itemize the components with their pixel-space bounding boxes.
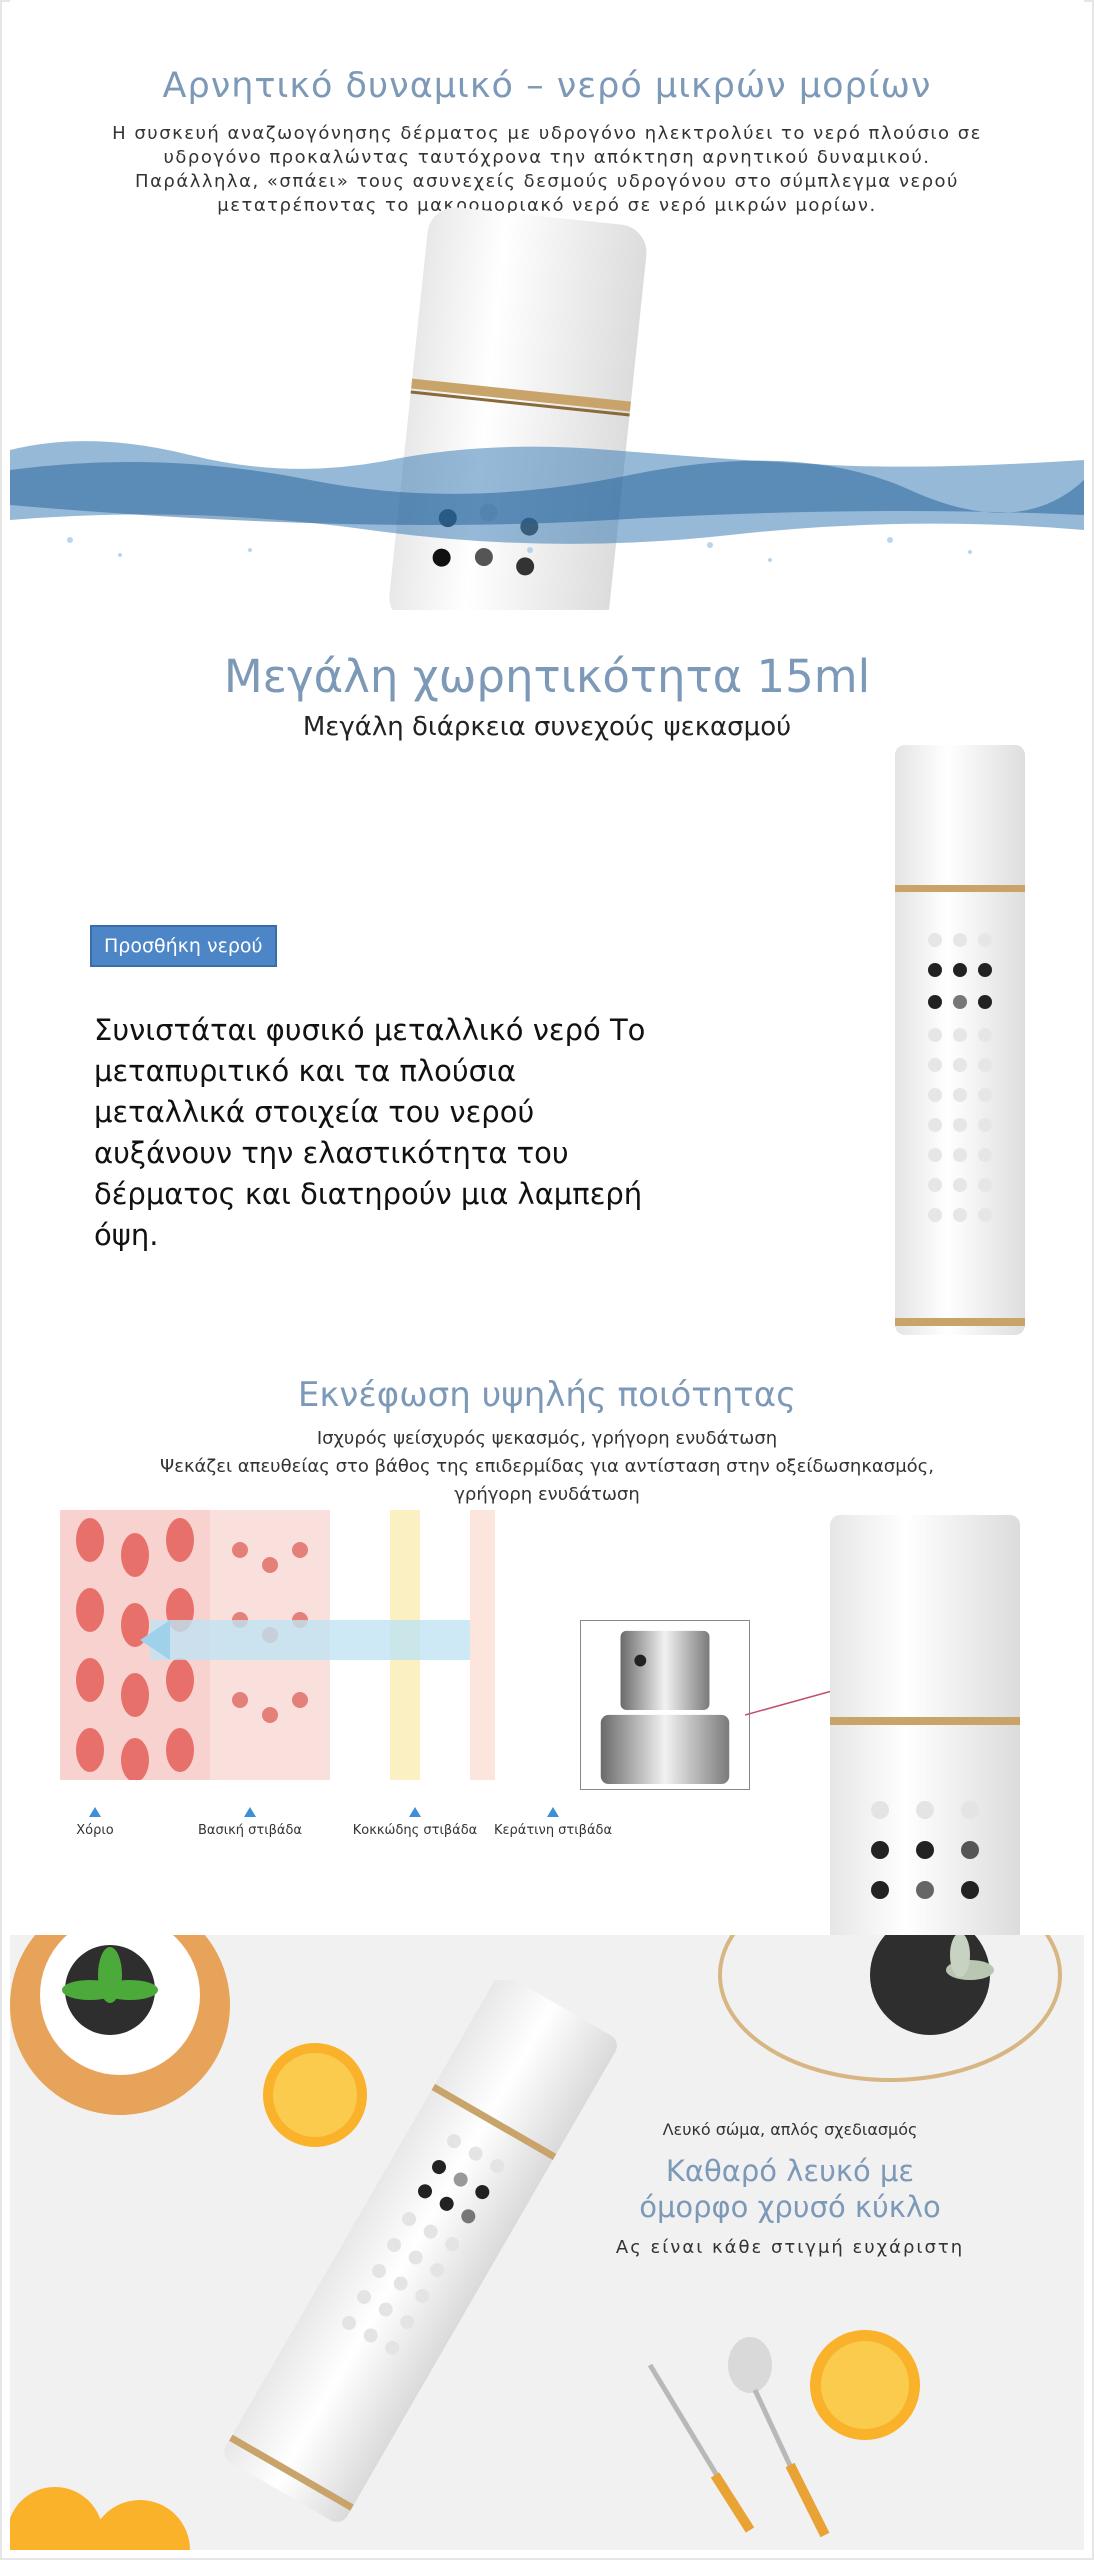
section-description: [160, 1425, 934, 1509]
layer-label: Κοκκώδης στιβάδα: [345, 1807, 485, 1838]
section-negative-potential: [10, 0, 1084, 610]
succulent-dish-image: [710, 1935, 1084, 2085]
layer-label: Βασική στιβάδα: [195, 1807, 305, 1838]
title-line: Καθαρό λευκό με: [665, 2154, 915, 2188]
pointer-icon: [547, 1807, 559, 1817]
device-image: [195, 1980, 645, 2540]
add-water-badge: Προσθήκη νερού: [90, 925, 277, 967]
device-image: [885, 740, 1035, 1340]
description-line: Ισχυρός ψείσχυρός ψεκασμός, γρήγορη ενυδάτωση: [316, 1428, 778, 1449]
nozzle-zoom-image: [580, 1620, 750, 1790]
cutlery-image: [630, 2335, 850, 2545]
pointer-icon: [89, 1807, 101, 1817]
section-title: Μεγάλη χωρητικότητα 15ml: [223, 650, 871, 703]
section-capacity: [10, 610, 1084, 1345]
section-description: Η συσκευή αναζωογόνησης δέρματος με υδρογόνο ηλεκτρολύει το νερό πλούσιο σε υδρογόνο προκαλώντας ταυτόχρονα την απόκτηση αρνητικού δυναμικού. Παράλληλα, «σπάει» τους ασυνεχείς δεσμούς υδρογόνου στο σύμπλεγμα νερού μετατρέποντας το μακρομοριακό νερό σε νερό μικρών μορίων.: [112, 123, 982, 216]
description-line: Ψεκάζει απευθείας στο βάθος της επιδερμίδας για αντίσταση στην οξείδωσηκασμός, γρήγορη ενυδάτωση: [160, 1456, 934, 1505]
device-image: [820, 1515, 1030, 1935]
pointer-icon: [244, 1807, 256, 1817]
section-body-text: Συνιστάται φυσικό μεταλλικό νερό Το μεταπυριτικό και τα πλούσια μεταλλικά στοιχεία του νερού αυξάνουν την ελαστικότητα του δέρματος και διατηρούν μια λαμπερή όψη.: [94, 1013, 646, 1252]
tagline: Ας είναι κάθε στιγμή ευχάριστη: [615, 2237, 965, 2258]
section-title: [610, 2153, 970, 2225]
section-subtitle: Μεγάλη διάρκεια συνεχούς ψεκασμού: [302, 712, 792, 742]
section-misting: [10, 1345, 1084, 1935]
title-line: όμορφο χρυσό κύκλο: [639, 2190, 941, 2224]
section-title: Εκνέφωση υψηλής ποιότητας: [297, 1375, 797, 1415]
water-splash: [10, 420, 1084, 610]
orange-slice-image: [10, 2465, 210, 2550]
design-caption: Λευκό σώμα, απλός σχεδιασμός: [662, 2120, 918, 2139]
section-design: [10, 1935, 1084, 2550]
section-title: Αρνητικό δυναμικό – νερό μικρών μορίων: [162, 66, 932, 106]
layer-label: Χόριο: [60, 1807, 130, 1838]
skin-layer-labels: [60, 1807, 620, 1847]
pointer-icon: [409, 1807, 421, 1817]
skin-layers-illustration: [60, 1510, 580, 1780]
layer-label: Κεράτινη στιβάδα: [488, 1807, 618, 1838]
